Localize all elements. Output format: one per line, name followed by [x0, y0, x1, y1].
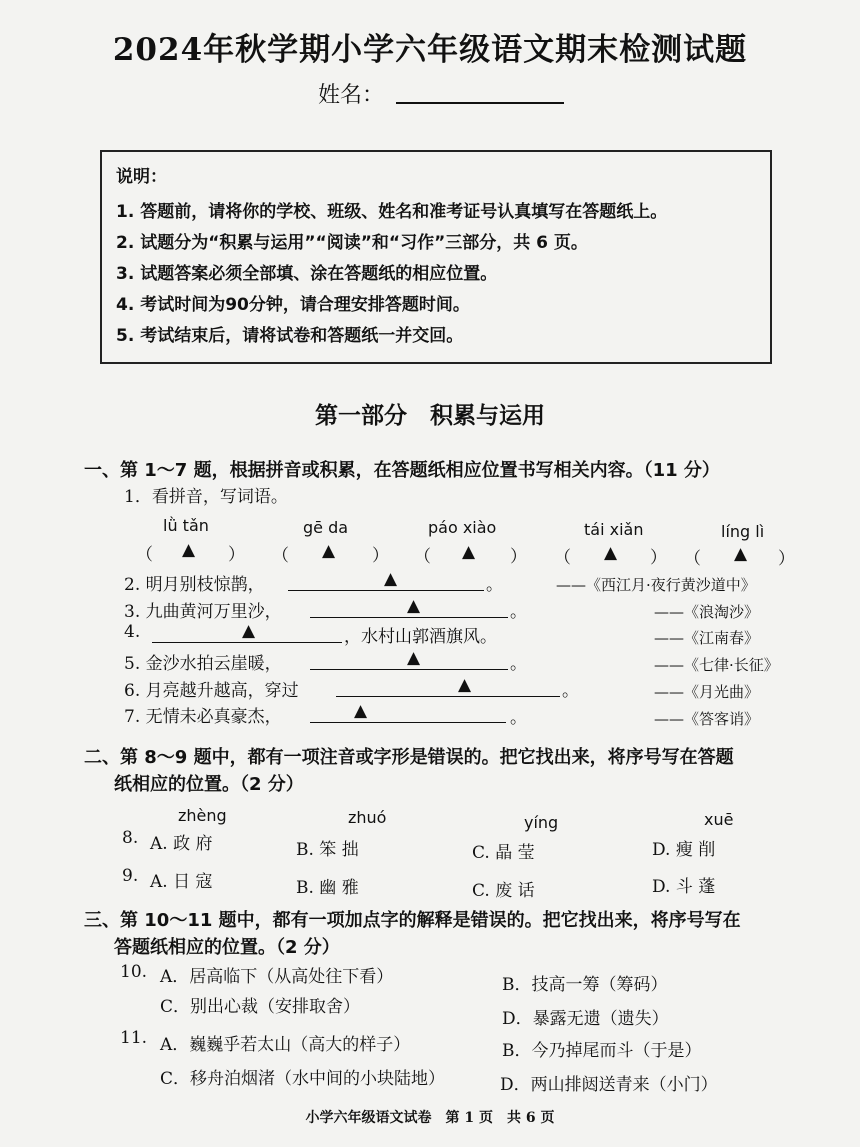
pinyin-annotation: xuē — [704, 810, 734, 829]
answer-marker[interactable]: ▲ — [322, 541, 336, 561]
option-a[interactable]: A. 日 寇 — [150, 872, 213, 892]
paren-open: （ — [684, 549, 701, 569]
instruction-item: 2. 试题分为“积累与运用”“阅读”和“习作”三部分，共 6 页。 — [116, 233, 588, 253]
answer-marker: ▲ — [407, 596, 421, 616]
option-b[interactable]: B．技高一筹（筹码） — [502, 975, 668, 995]
question-number: 8. — [122, 828, 139, 848]
answer-marker: ▲ — [384, 569, 398, 589]
pinyin-annotation: yíng — [524, 813, 559, 832]
paren-open: （ — [414, 547, 431, 567]
name-label: 姓名： — [318, 83, 385, 108]
paren-close: ） — [228, 545, 245, 565]
paren-close: ） — [372, 546, 389, 566]
answer-marker[interactable]: ▲ — [182, 540, 196, 560]
paren-open: （ — [136, 545, 153, 565]
pinyin-annotation: zhèng — [178, 806, 227, 825]
instruction-item: 1. 答题前，请将你的学校、班级、姓名和准考证号认真填写在答题纸上。 — [116, 202, 668, 222]
name-blank[interactable] — [396, 102, 564, 104]
option-d[interactable]: D. 瘦 削 — [652, 840, 716, 860]
poem-source: ——《月光曲》 — [654, 683, 760, 701]
option-c[interactable]: C．移舟泊烟渚（水中间的小块陆地） — [160, 1069, 446, 1089]
paren-close: ） — [650, 548, 667, 568]
section-title: 第一部分 积累与运用 — [315, 403, 545, 429]
paren-close: ） — [510, 547, 527, 567]
poem-blank[interactable] — [310, 722, 506, 723]
exam-title: 2024年秋学期小学六年级语文期末检测试题 — [112, 32, 748, 68]
poem-source: ——《西江月·夜行黄沙道中》 — [556, 576, 756, 594]
poem-source: ——《答客诮》 — [654, 710, 760, 728]
poem-blank[interactable] — [310, 617, 508, 618]
poem-suffix: ，水村山郭酒旗风。 — [344, 627, 497, 647]
option-c[interactable]: C. 废 话 — [472, 881, 535, 901]
option-c[interactable]: C．别出心裁（安排取舍） — [160, 997, 361, 1017]
q2-heading: 纸相应的位置。（2 分） — [114, 774, 304, 795]
poem-prefix: 2. 明月别枝惊鹊， — [124, 575, 265, 595]
option-a[interactable]: A. 政 府 — [150, 834, 213, 854]
poem-prefix: 6. 月亮越升越高，穿过 — [124, 681, 299, 701]
q2-heading: 二、第 8～9 题中，都有一项注音或字形是错误的。把它找出来，将序号写在答题 — [84, 747, 734, 768]
pinyin-annotation: zhuó — [348, 808, 387, 827]
poem-prefix: 3. 九曲黄河万里沙， — [124, 602, 282, 622]
question-number: 10. — [120, 962, 148, 982]
poem-blank[interactable] — [336, 696, 560, 697]
answer-marker[interactable]: ▲ — [462, 542, 476, 562]
paren-open: （ — [272, 546, 289, 566]
answer-marker: ▲ — [354, 701, 368, 721]
option-d[interactable]: D. 斗 蓬 — [652, 877, 716, 897]
instruction-item: 4. 考试时间为90分钟，请合理安排答题时间。 — [116, 295, 470, 315]
option-b[interactable]: B．今乃掉尾而斗（于是） — [502, 1041, 702, 1061]
option-d[interactable]: D．暴露无遗（遗失） — [502, 1009, 669, 1029]
answer-marker: ▲ — [242, 621, 256, 641]
option-a[interactable]: A．居高临下（从高处往下看） — [160, 967, 394, 987]
q3-heading: 答题纸相应的位置。（2 分） — [114, 937, 340, 958]
instructions-title: 说明： — [116, 167, 167, 187]
answer-marker[interactable]: ▲ — [734, 544, 748, 564]
q1-heading: 一、第 1～7 题，根据拼音或积累，在答题纸相应位置书写相关内容。（11 分） — [84, 460, 720, 481]
page-footer: 小学六年级语文试卷 第 1 页 共 6 页 — [305, 1110, 555, 1126]
poem-prefix: 7. 无情未必真豪杰， — [124, 707, 282, 727]
poem-prefix: 5. 金沙水拍云崖暖， — [124, 654, 282, 674]
poem-source: ——《浪淘沙》 — [654, 603, 760, 621]
paren-close: ） — [778, 549, 795, 569]
poem-prefix: 4. — [124, 622, 141, 642]
answer-marker: ▲ — [458, 675, 472, 695]
option-d[interactable]: D．两山排闼送青来（小门） — [500, 1075, 718, 1095]
poem-source: ——《七律·长征》 — [654, 656, 779, 674]
instruction-item: 5. 考试结束后，请将试卷和答题纸一并交回。 — [116, 326, 464, 346]
option-b[interactable]: B. 幽 雅 — [296, 878, 359, 898]
poem-suffix: 。 — [510, 708, 527, 728]
pinyin: lǜ tǎn — [163, 516, 209, 535]
poem-blank[interactable] — [288, 590, 484, 591]
answer-marker[interactable]: ▲ — [604, 543, 618, 563]
poem-suffix: 。 — [486, 575, 503, 595]
q1-sub: 1．看拼音，写词语。 — [124, 487, 288, 507]
poem-suffix: 。 — [562, 681, 579, 701]
instructions-box — [100, 150, 772, 364]
pinyin: líng lì — [721, 522, 765, 541]
option-b[interactable]: B. 笨 拙 — [296, 840, 359, 860]
poem-suffix: 。 — [510, 654, 527, 674]
poem-blank[interactable] — [310, 669, 508, 670]
poem-suffix: 。 — [510, 602, 527, 622]
pinyin: gē da — [303, 518, 349, 537]
poem-blank[interactable] — [152, 642, 342, 643]
q3-heading: 三、第 10～11 题中，都有一项加点字的解释是错误的。把它找出来，将序号写在 — [84, 910, 741, 931]
question-number: 11. — [120, 1028, 148, 1048]
paren-open: （ — [554, 548, 571, 568]
option-a[interactable]: A．巍巍乎若太山（高大的样子） — [160, 1035, 411, 1055]
pinyin: tái xiǎn — [584, 520, 644, 539]
option-c[interactable]: C. 晶 莹 — [472, 843, 535, 863]
instruction-item: 3. 试题答案必须全部填、涂在答题纸的相应位置。 — [116, 264, 498, 284]
poem-source: ——《江南春》 — [654, 629, 760, 647]
pinyin: páo xiào — [428, 518, 497, 537]
answer-marker: ▲ — [407, 648, 421, 668]
question-number: 9. — [122, 866, 139, 886]
